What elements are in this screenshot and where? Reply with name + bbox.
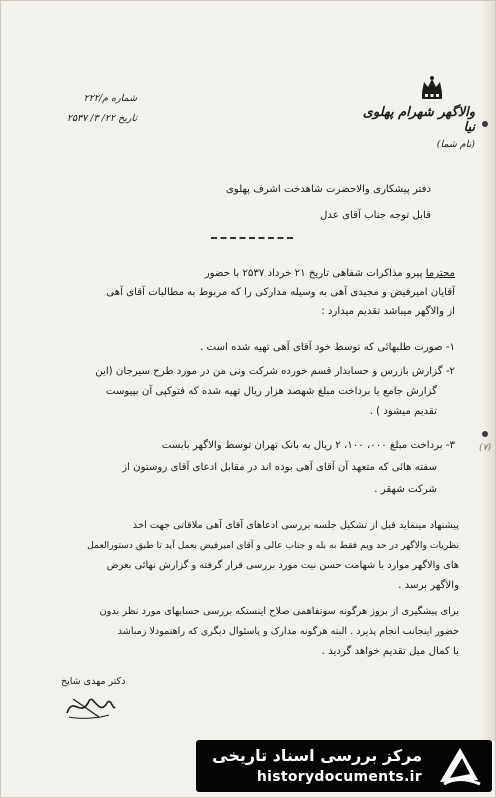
archive-logo-icon [436, 744, 482, 788]
archive-title: مرکز بررسی اسناد تاریخی [212, 746, 422, 765]
separator-dashes [211, 237, 293, 239]
addressee-line-1: دفتر پیشکاری والاحضرت شاهدخت اشرف پهلوی [225, 184, 431, 195]
sender-name: والاگهر شهرام پهلوی نیا [362, 105, 475, 135]
letter-number: شماره م/۲۲۲ [83, 93, 137, 104]
salutation: محترما [425, 268, 455, 279]
letter-date: تاریخ ۲۲/ ۳/ ۲۵۳۷ [66, 113, 137, 124]
margin-mark: (۷) [479, 443, 491, 453]
paragraph-2-line-3: های والاگهر موارد با شهامت حسن نیت مورد بررسی قرار گرفته و گزارش نهائی بعرض [106, 560, 459, 571]
punch-hole [482, 431, 488, 437]
paragraph-1-text: پیرو مذاکرات شفاهی تاریخ ۲۱ خرداد ۲۵۳۷ با حضور [204, 268, 423, 279]
sender-subtitle: (نام شما) [436, 139, 475, 150]
paragraph-3-line-1: برای پیشگیری از بروز هرگونه سوتفاهمی صلاح اینستکه بررسی حسابهای مورد نظر بدون [99, 606, 459, 617]
handwritten-signature [59, 689, 119, 723]
paragraph-3-line-3: با کمال میل تقدیم خواهد گردید . [321, 646, 459, 657]
punch-hole [482, 121, 488, 127]
page-edge-shadow [481, 1, 495, 741]
item-3-line-2: سفته هائی که متعهد آن آقای آهی بوده اند در مقابل ادعای آقای روستون از [122, 462, 437, 473]
paragraph-1-line-3: از والاگهر میباشد تقدیم میدارد : [321, 306, 455, 317]
paragraph-2-line-1: پیشنهاد مینماید قبل از تشکیل جلسه بررسی ادعاهای آقای آهی ملاقاتی جهت اخذ [132, 520, 459, 531]
archive-url: historydocuments.ir [256, 769, 422, 785]
item-1: ۱- صورت طلبهائی که توسط خود آقای آهی تهیه شده است . [200, 342, 455, 353]
paragraph-2-line-4: والاگهر برسد . [398, 580, 459, 591]
paragraph-1-line-2: آقایان امیرفیض و مجیدی آهی به وسیله مدارکی را که مربوط به مطالبات آقای آهی [106, 287, 455, 298]
archive-watermark-banner [196, 740, 492, 792]
item-3-line-1: ۳- برداخت مبلغ ۰۰۰، ۱۰۰، ۲ ریال به بانک تهران توسط والاگهر بابست [161, 440, 455, 451]
crown-emblem-icon [419, 75, 445, 103]
item-2-line-3: تقدیم میشود ) . [369, 406, 437, 417]
letter-reference [17, 89, 137, 129]
paragraph-3-line-2: حضور اینجانب انجام پذیرد . البته هرگونه مدارک و پاسئوال دیگری که راهنمودلا زمباشد [117, 626, 459, 637]
item-2-line-2: گزارش جامع یا برداخت مبلغ شهصد هزار ریال تهیه شده که فتوکپی آن بپیوست [105, 386, 437, 397]
signatory-name: دکتر مهدی شایخ [61, 676, 126, 687]
paragraph-2-line-2: نظریات والاگهر در حد ویم فقط به بله و جناب عالی و آقای امیرفیض بعمل آید تا طبق دستورالعمل [87, 540, 459, 551]
paragraph-1-line-1 [205, 267, 455, 280]
letterhead [355, 105, 475, 150]
addressee-line-2: قابل توجه جناب آقای عدل [319, 210, 431, 221]
item-2-line-1: ۲- گزارش بازرس و حسابدار قسم خورده شرکت ونی من در مورد طرح سیرجان (این [95, 366, 455, 377]
item-3-line-3: شرکت شهقر . [374, 484, 437, 495]
